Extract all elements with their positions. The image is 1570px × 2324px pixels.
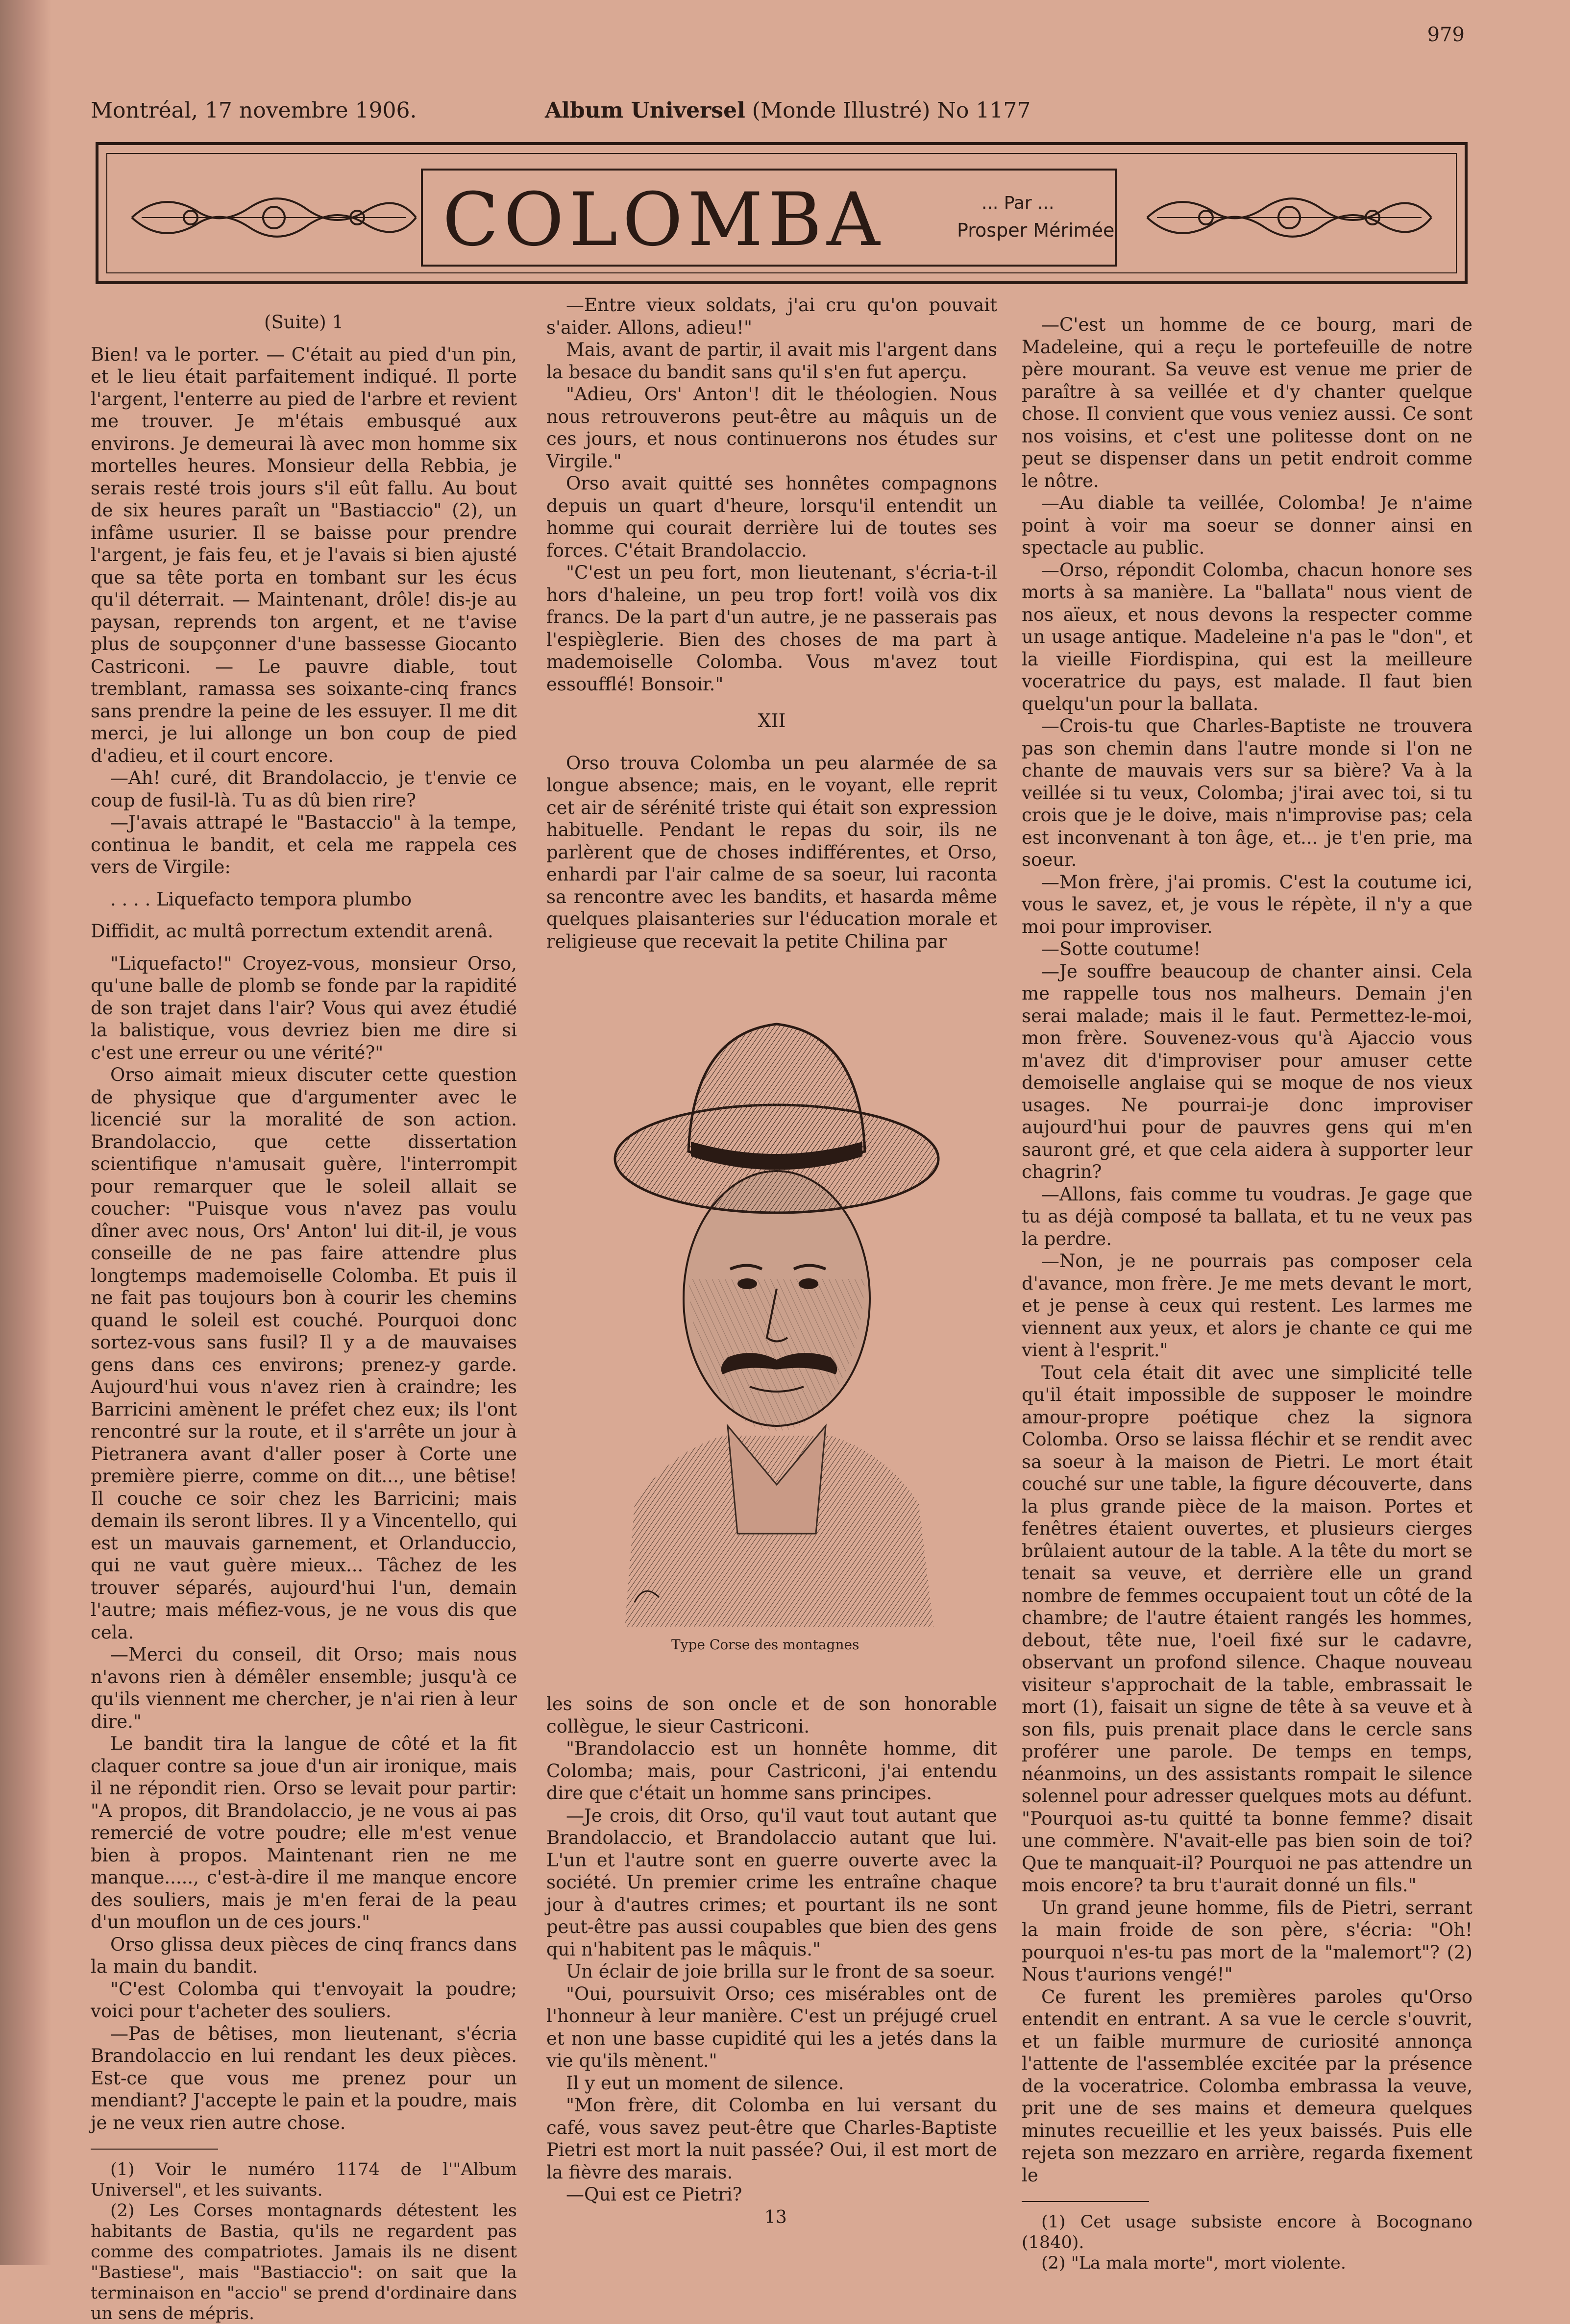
paragraph: Mais, avant de partir, il avait mis l'argent dans la besace du bandit sans qu'il s'en fut aperçu. xyxy=(546,339,997,383)
text-column-2-top xyxy=(546,294,997,953)
paragraph: "Adieu, Ors' Anton'! dit le théologien. Nous nous retrouverons peut-être au mâquis un de ces jours, et nous continuerons nos études sur Virgile." xyxy=(546,384,997,472)
paragraph: Ce furent les premières paroles qu'Orso entendit en entrant. A sa vue le cercle s'ouvrit, et un faible murmure de curiosité annonça l'attente de l'assemblée excitée par la présence de la voceratrice. Colomba embrassa la veuve, prit une de ses mains et demeura quelques minutes recueillie et les yeux baissés. Puis elle rejeta son mezzaro en arrière, regarda fixement le xyxy=(1022,1986,1472,2186)
paragraph: "Brandolaccio est un honnête homme, dit Colomba; mais, pour Castriconi, j'ai entendu dire que c'était un homme sans principes. xyxy=(546,1738,997,1804)
paragraph: —Ah! curé, dit Brandolaccio, je t'envie ce coup de fusil-là. Tu as dû bien rire? xyxy=(91,767,517,811)
latin-verse: Diffidit, ac multâ porrectum extendit arenâ. xyxy=(91,921,493,942)
paragraph: "C'est Colomba qui t'envoyait la poudre; voici pour t'acheter des souliers. xyxy=(91,1978,517,2022)
illustration-caption: Type Corse des montagnes xyxy=(671,1637,859,1653)
paragraph: Un éclair de joie brilla sur le front de sa soeur. xyxy=(566,1961,996,1982)
paragraph: —Merci du conseil, dit Orso; mais nous n'avons rien à démêler ensemble; jusqu'à ce qu'ils viennent me chercher, je n'ai rien à leur dire." xyxy=(91,1644,517,1732)
page-number: 979 xyxy=(1427,24,1465,46)
footnote: (2) Les Corses montagnards détestent les habitants de Bastia, qu'ils ne regardent pas comme des compatriotes. Jamais ils ne disent "Bastiese", mais "Bastiaccio": on sait que la terminaison en "accio" se prend d'ordinaire dans un sens de mépris. xyxy=(91,2201,517,2324)
paragraph: —C'est un homme de ce bourg, mari de Madeleine, qui a reçu le portefeuille de notre père mourant. Sa veuve est venue me prier de paraître à sa veillée et d'y chanter quelque chose. Il convient que vous veniez aussi. Ce sont nos voisins, et c'est une politesse dont on ne peut se dispenser dans un petit endroit comme le nôtre. xyxy=(1022,314,1472,491)
chapter-heading: XII xyxy=(758,710,786,732)
publication-name: Album Universel xyxy=(545,98,745,123)
footnote-rule xyxy=(1022,2201,1149,2202)
footnote: (2) "La mala morte", mort violente. xyxy=(1041,2253,1346,2273)
paragraph: Orso aimait mieux discuter cette question de physique que d'argumenter avec le licencié sur la moralité de son action. Brandolaccio, que cette dissertation scientifique n'amusait guère, l'interrompit pour remarquer que le soleil allait se coucher: "Puisque vous n'avez pas voulu dîner avec nous, Ors' Anton' lui dit-il, je vous conseille de ne pas faire attendre plus longtemps mademoiselle Colomba. Et puis il ne fait pas toujours bon à courir les chemins quand le soleil est couché. Pourquoi donc sortez-vous sans fusil? Il y a de mauvaises gens dans ces environs; prenez-y garde. Aujourd'hui vous n'avez rien à craindre; les Barricini amènent le préfet chez eux; ils l'ont rencontré sur la route, et il s'arrête un jour à Pietranera avant d'aller poser à Corte une première pierre, comme on dit..., une bêtise! Il couche ce soir chez les Barricini; mais demain ils seront libres. Il y a Vincentello, qui est un mauvais garnement, et Orlanduccio, qui ne vaut guère mieux... Tâchez de les trouver séparés, aujourd'hui l'un, demain l'autre; mais méfiez-vous, je ne vous dis que cela. xyxy=(91,1064,517,1643)
paragraph: —J'avais attrapé le "Bastaccio" à la tempe, continua le bandit, et cela me rappela ces vers de Virgile: xyxy=(91,812,517,878)
footnote: (1) Voir le numéro 1174 de l'"Album Universel", et les suivants. xyxy=(91,2160,517,2200)
paragraph: Le bandit tira la langue de côté et la fit claquer contre sa joue d'un air ironique, mais il ne répondit rien. Orso se levait pour partir: "A propos, dit Brandolaccio, je ne vous ai pas remercié de votre poudre; elle m'est venue bien à propos. Maintenant rien ne me manque....., c'est-à-dire il me manque encore des souliers, mais je m'en ferai de la peau d'un mouflon un de ces jours." xyxy=(91,1733,517,1933)
scroll-ornament-left xyxy=(122,181,426,254)
paragraph: —Non, je ne pourrais pas composer cela d'avance, mon frère. Je me mets devant le mort, et je pense à ceux qui restent. Les larmes me viennent aux yeux, et alors je chante ce qui me vient à l'esprit." xyxy=(1022,1250,1472,1361)
paragraph: —Au diable ta veillée, Colomba! Je n'aime point à voir ma soeur se donner ainsi en spectacle au public. xyxy=(1022,492,1472,558)
paragraph: Orso avait quitté ses honnêtes compagnons depuis un quart d'heure, lorsqu'il entendit un homme qui courait derrière lui de toutes ses forces. C'était Brandolaccio. xyxy=(546,473,997,561)
paragraph: —Je souffre beaucoup de chanter ainsi. Cela me rappelle tous nos malheurs. Demain j'en serai malade; mais il le faut. Permettez-le-moi, mon frère. Souvenez-vous qu'à Ajaccio vous m'avez dit d'improviser pour amuser cette demoiselle anglaise qui se moque de nos vieux usages. Ne pourrai-je donc improviser aujourd'hui pour de pauvres gens qui m'en sauront gré, et que cela aidera à supporter leur chagrin? xyxy=(1022,960,1472,1182)
paragraph: Orso trouva Colomba un peu alarmée de sa longue absence; mais, en le voyant, elle reprit cet air de sérénité triste qui était son expression habituelle. Pendant le repas du soir, ils ne parlèrent que de choses indifférentes, et Orso, enhardi par l'air calme de sa soeur, lui raconta sa rencontre avec les bandits, et hasarda même quelques plaisanteries sur l'éducation morale et religieuse que recevait la petite Chilina par xyxy=(546,752,997,952)
byline-par: ... Par ... xyxy=(981,193,1055,213)
latin-verse: . . . . Liquefacto tempora plumbo xyxy=(110,888,412,910)
title-box xyxy=(421,169,1117,267)
scroll-ornament-right xyxy=(1137,181,1441,254)
portrait-illustration xyxy=(605,995,948,1627)
title-banner xyxy=(96,142,1468,284)
paragraph: "Mon frère, dit Colomba en lui versant du café, vous savez peut-être que Charles-Baptiste Pietri est mort la nuit passée? Oui, il est mort de la fièvre des marais. xyxy=(546,2095,997,2183)
printer-signature: 13 xyxy=(764,2207,787,2227)
suite-heading: (Suite) 1 xyxy=(264,312,343,333)
paragraph: —Orso, répondit Colomba, chacun honore ses morts à sa manière. La "ballata" nous vient de nos aïeux, et nous devons la respecter comme un usage antique. Madeleine n'a pas le "don", et la vieille Fiordispina, qui est la meilleure voceratrice du pays, est malade. Il faut bien quelqu'un pour la ballata. xyxy=(1022,559,1472,714)
text-column-2-bottom xyxy=(546,1693,997,2206)
paragraph: —Allons, fais comme tu voudras. Je gage que tu as déjà composé ta ballata, et tu ne veux pas la perdre. xyxy=(1022,1183,1472,1249)
issue-info: (Monde Illustré) No 1177 xyxy=(752,98,1031,123)
paragraph: "Liquefacto!" Croyez-vous, monsieur Orso, qu'une balle de plomb se fonde par la rapidité de son trajet dans l'air? Vous qui avez étudié la balistique, vous devriez bien me dire si c'est une erreur ou une vérité?" xyxy=(91,953,517,1063)
story-title: COLOMBA xyxy=(442,177,885,263)
paragraph: —Sotte coutume! xyxy=(1041,938,1201,959)
paragraph: "Oui, poursuivit Orso; ces misérables ont de l'honneur à leur manière. C'est un préjugé cruel et non une basse cupidité qui les a jetés dans la vie qu'ils mènent." xyxy=(546,1983,997,2071)
paragraph: Un grand jeune homme, fils de Pietri, serrant la main froide de son père, s'écria: "Oh! pourquoi n'es-tu pas mort de la "malemort"? (2) Nous t'aurions vengé!" xyxy=(1022,1897,1472,1985)
masthead-line xyxy=(545,98,1030,123)
paragraph: —Crois-tu que Charles-Baptiste ne trouvera pas son chemin dans l'autre monde si l'on ne chante de mauvais vers sur sa bière? Va à la veillée si tu veux, Colomba; j'irai avec toi, si tu crois que je le doive, mais n'improvise pas; cela est inconvenant à ton âge, et... je t'en prie, ma soeur. xyxy=(1022,715,1472,870)
dateline: Montréal, 17 novembre 1906. xyxy=(91,98,417,123)
text-column-3 xyxy=(1022,314,1472,2274)
paragraph: Tout cela était dit avec une simplicité telle qu'il était impossible de supposer le moindre amour-propre poétique chez la signora Colomba. Orso se laissa fléchir et se rendit avec sa soeur à la maison de Pietri. Le mort était couché sur une table, la figure découverte, dans la plus grande pièce de la maison. Portes et fenêtres étaient ouvertes, et plusieurs cierges brûlaient autour de la table. A la tête du mort se tenait sa veuve, et derrière elle un grand nombre de femmes occupaient tout un côté de la chambre; de l'autre étaient rangés les hommes, debout, tête nue, l'oeil fixé sur le cadavre, observant un profond silence. Chaque nouveau visiteur s'approchait de la table, embrassait le mort (1), faisait un signe de tête à sa veuve et à son fils, puis prenait place dans le cercle sans proférer une parole. De temps en temps, néanmoins, un des assistants rompait le silence solennel pour adresser quelques mots au défunt. "Pourquoi as-tu quitté ta bonne femme? disait une commère. N'avait-elle pas bien soin de toi? Que te manquait-il? Pourquoi ne pas attendre un mois encore? ta bru t'aurait donné un fils." xyxy=(1022,1362,1472,1896)
binding-gutter xyxy=(0,0,51,2265)
paragraph: "C'est un peu fort, mon lieutenant, s'écria-t-il hors d'haleine, un peu trop fort! voilà vos dix francs. De la part d'un autre, je ne passerais pas l'espièglerie. Bien des choses de ma part à mademoiselle Colomba. Vous m'avez tout essoufflé! Bonsoir." xyxy=(546,562,997,695)
paragraph: —Entre vieux soldats, j'ai cru qu'on pouvait s'aider. Allons, adieu!" xyxy=(546,294,997,338)
byline-author: Prosper Mérimée xyxy=(957,220,1115,241)
paragraph: Il y eut un moment de silence. xyxy=(566,2072,844,2094)
paragraph: —Qui est ce Pietri? xyxy=(566,2184,742,2205)
paragraph: Bien! va le porter. — C'était au pied d'un pin, et le lieu était parfaitement indiqué. Il porte l'argent, l'enterre au pied de l'arbre et revient me trouver. Je m'étais embusqué aux environs. Je demeurai là avec mon homme six mortelles heures. Monsieur della Rebbia, je serais resté trois jours s'il eût fallu. Au bout de six heures paraît un "Bastiaccio" (2), un infâme usurier. Il se baisse pour prendre l'argent, je fais feu, et je l'avais si bien ajusté que sa tête porta en tombant sur les écus qu'il déterrait. — Maintenant, drôle! dis-je au paysan, reprends ton argent, et ne t'avise plus de soupçonner d'une bassesse Giocanto Castriconi. — Le pauvre diable, tout tremblant, ramassa ses soixante-cinq francs sans prendre la peine de les essuyer. Il me dit merci, je lui allonge un bon coup de pied d'adieu, et il court encore. xyxy=(91,343,517,766)
text-column-1 xyxy=(91,311,517,2324)
footnote-rule xyxy=(91,2149,218,2150)
paragraph: —Mon frère, j'ai promis. C'est la coutume ici, vous le savez, et, je vous le répète, il n'y a que moi pour improviser. xyxy=(1022,871,1472,937)
paragraph: les soins de son oncle et de son honorable collègue, le sieur Castriconi. xyxy=(546,1693,997,1737)
paragraph: Orso glissa deux pièces de cinq francs dans la main du bandit. xyxy=(91,1933,517,1977)
footnote: (1) Cet usage subsiste encore à Bocognano (1840). xyxy=(1022,2212,1472,2252)
paragraph: —Pas de bêtises, mon lieutenant, s'écria Brandolaccio en lui rendant les deux pièces. Est-ce que vous me prenez pour un mendiant? J'accepte le pain et la poudre, mais je ne veux rien autre chose. xyxy=(91,2023,517,2133)
paragraph: —Je crois, dit Orso, qu'il vaut tout autant que Brandolaccio, et Brandolaccio autant que lui. L'un et l'autre sont en guerre ouverte avec la société. Un premier crime les entraîne chaque jour à d'autres crimes; et pourtant ils ne sont peut-être pas aussi coupables que bien des gens qui n'habitent pas le mâquis." xyxy=(546,1805,997,1960)
banner-inner-frame xyxy=(106,153,1457,273)
